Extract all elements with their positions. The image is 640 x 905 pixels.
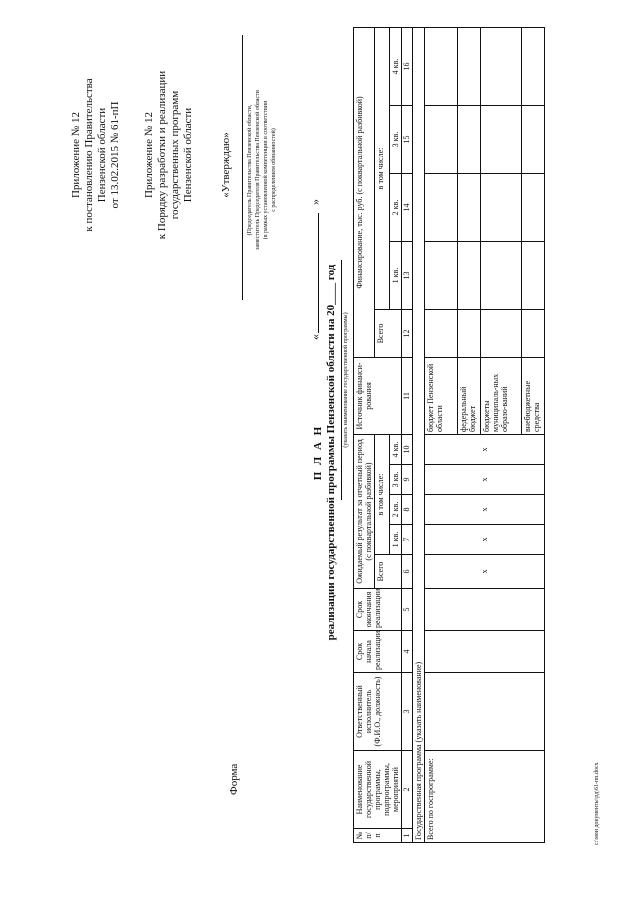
fin-cell bbox=[425, 27, 458, 105]
header-result-q1: 1 кв. bbox=[390, 525, 402, 555]
header-responsible: Ответственный исполнитель (Ф.И.О., должность) bbox=[354, 673, 402, 751]
date-close-quote: » bbox=[308, 199, 322, 205]
appendix-procedure-line: к Порядку разработки и реализации bbox=[156, 70, 168, 240]
file-path-footer: с:\мои документы\рд\61-пп.docx bbox=[594, 762, 600, 845]
header-result: Ожидаемый результат за отчетный период (с поквартальной разбивкой) bbox=[354, 434, 375, 588]
header-fin-q4: 4 кв. bbox=[390, 27, 402, 105]
fin-cell bbox=[522, 173, 545, 241]
header-result-q2: 2 кв. bbox=[390, 495, 402, 525]
plan-subtitle: реализации государственной программы Пензенской области на 20____ год bbox=[325, 264, 337, 641]
appendix-procedure-line: государственных программ bbox=[169, 90, 181, 220]
program-name-line bbox=[341, 260, 342, 500]
plan-title: П Л А Н bbox=[312, 424, 324, 481]
header-fin-total: Всего bbox=[375, 309, 402, 357]
source-cell: внебюджетные средства bbox=[522, 357, 545, 434]
header-num: № п/п bbox=[354, 829, 402, 843]
column-number: 16 bbox=[402, 27, 413, 105]
x-mark: х bbox=[425, 555, 545, 589]
x-mark: х bbox=[425, 525, 545, 555]
fin-cell bbox=[522, 241, 545, 309]
column-number: 7 bbox=[402, 525, 413, 555]
fin-cell bbox=[425, 105, 458, 173]
column-number: 8 bbox=[402, 495, 413, 525]
signature-line bbox=[242, 35, 243, 300]
header-fin-incl: в том числе: bbox=[375, 27, 390, 309]
column-number: 2 bbox=[402, 751, 413, 829]
signature-hint bbox=[246, 15, 278, 325]
header-result-incl: в том числе: bbox=[375, 434, 390, 554]
fin-cell bbox=[481, 309, 522, 357]
header-fin-q2: 2 кв. bbox=[390, 173, 402, 241]
signature-hint-line: с распределением обязанностей) bbox=[271, 128, 277, 212]
signature-hint-line: (Председатель Правительства Пензенской области, bbox=[247, 104, 253, 236]
header-result-q3: 3 кв. bbox=[390, 465, 402, 495]
column-number: 9 bbox=[402, 465, 413, 495]
header-fin-q3: 3 кв. bbox=[390, 105, 402, 173]
total-responsible-cell bbox=[425, 673, 545, 751]
header-result-total: Всего bbox=[375, 555, 402, 589]
header-start: Срок начала реализации bbox=[354, 631, 402, 673]
column-number: 1 bbox=[402, 829, 413, 843]
source-cell: федеральный бюджет bbox=[458, 357, 481, 434]
appendix-decree bbox=[70, 55, 122, 255]
column-number: 14 bbox=[402, 173, 413, 241]
fin-cell bbox=[481, 241, 522, 309]
source-cell: бюджеты муниципаль-ных образо-ваний bbox=[481, 357, 522, 434]
column-number: 12 bbox=[402, 309, 413, 357]
appendix-decree-line: Пензенской области bbox=[96, 107, 108, 203]
total-start-cell bbox=[425, 631, 545, 673]
appendix-decree-line: к постановлению Правительства bbox=[83, 78, 95, 232]
header-source: Источник финанси-рования bbox=[354, 357, 402, 434]
column-number: 11 bbox=[402, 357, 413, 434]
total-label: Всего по госпрограмме: bbox=[425, 751, 545, 843]
column-number: 6 bbox=[402, 555, 413, 589]
fin-cell bbox=[522, 27, 545, 105]
column-number: 5 bbox=[402, 589, 413, 631]
source-cell: бюджет Пензенской области bbox=[425, 357, 458, 434]
column-number: 4 bbox=[402, 631, 413, 673]
fin-cell bbox=[425, 241, 458, 309]
fin-cell bbox=[481, 105, 522, 173]
signature-hint-line: заместитель Председателя Правительства Пензенской области bbox=[255, 90, 261, 250]
program-row-label: Государственная программа (указать наименование) bbox=[413, 27, 425, 842]
header-fin-q1: 1 кв. bbox=[390, 241, 402, 309]
fin-cell bbox=[481, 27, 522, 105]
column-number: 10 bbox=[402, 434, 413, 464]
fin-cell bbox=[458, 27, 481, 105]
fin-cell bbox=[458, 309, 481, 357]
appendix-decree-line: от 13.02.2015 № 61-пП bbox=[109, 101, 121, 209]
fin-cell bbox=[458, 241, 481, 309]
x-mark: х bbox=[425, 495, 545, 525]
appendix-procedure-title: Приложение № 12 bbox=[143, 111, 155, 199]
program-row bbox=[413, 27, 425, 842]
fin-cell bbox=[458, 173, 481, 241]
column-number: 15 bbox=[402, 105, 413, 173]
program-name-hint: (указать наименование государственной программы) bbox=[343, 312, 349, 448]
approve-label: «Утверждаю» bbox=[220, 132, 232, 198]
column-number: 13 bbox=[402, 241, 413, 309]
fin-cell bbox=[458, 105, 481, 173]
appendix-procedure-line: Пензенской области bbox=[182, 107, 194, 203]
x-mark: х bbox=[425, 434, 545, 464]
header-name: Наименование государственной программы, подпрограммы, мероприятий bbox=[354, 751, 402, 829]
fin-cell bbox=[425, 309, 458, 357]
fin-cell bbox=[425, 173, 458, 241]
x-mark: х bbox=[425, 465, 545, 495]
plan-table bbox=[353, 27, 545, 843]
fin-cell bbox=[522, 105, 545, 173]
signature-hint-line: (в рамках установленной компетенции в соответствии bbox=[263, 100, 269, 240]
column-number: 3 bbox=[402, 673, 413, 751]
form-label: Форма bbox=[228, 763, 240, 795]
appendix-procedure bbox=[143, 55, 195, 255]
fin-cell bbox=[522, 309, 545, 357]
column-numbers-row bbox=[402, 27, 413, 842]
fin-cell bbox=[481, 173, 522, 241]
date-open-quote: « bbox=[308, 334, 322, 340]
header-result-q4: 4 кв. bbox=[390, 434, 402, 464]
header-end: Срок окончания реализации bbox=[354, 589, 402, 631]
total-row bbox=[425, 27, 458, 842]
appendix-decree-title: Приложение № 12 bbox=[70, 111, 82, 199]
total-end-cell bbox=[425, 589, 545, 631]
header-financing: Финансирование, тыс. руб. (с поквартальной разбивкой) bbox=[354, 27, 375, 357]
